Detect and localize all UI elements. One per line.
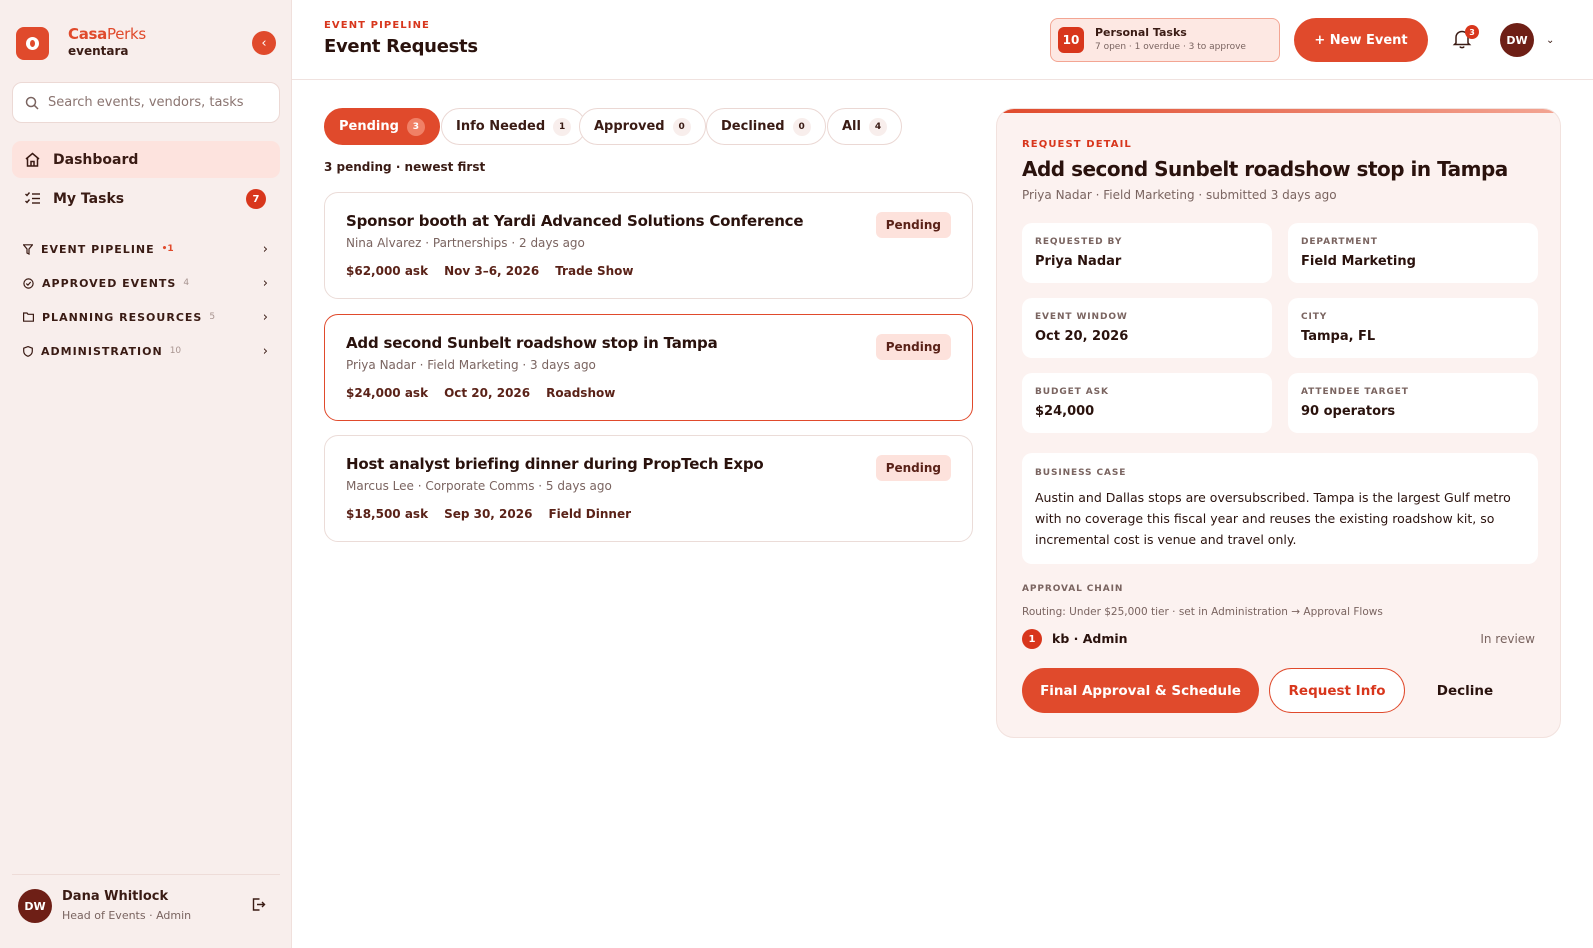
profile-name: Dana Whitlock xyxy=(62,889,169,904)
brand[interactable] xyxy=(16,26,146,60)
avatar: DW xyxy=(1500,23,1534,57)
detail-eyebrow: REQUEST DETAIL xyxy=(1022,139,1132,150)
user-menu[interactable] xyxy=(1500,23,1554,57)
notification-count-badge: 3 xyxy=(1465,25,1479,39)
request-detail-panel xyxy=(996,108,1561,738)
chevron-right-icon: › xyxy=(262,242,268,257)
request-card[interactable] xyxy=(324,435,973,542)
request-meta: $18,500 ask Sep 30, 2026 Field Dinner xyxy=(346,507,631,521)
personal-tasks-button[interactable] xyxy=(1050,18,1280,62)
brand-name: CasaPerks xyxy=(68,25,146,43)
chevron-right-icon: › xyxy=(262,276,268,291)
avatar[interactable]: DW xyxy=(18,889,52,923)
tab-approved[interactable]: Approved 0 xyxy=(579,108,706,145)
decline-button[interactable]: Decline xyxy=(1415,668,1515,713)
user-profile xyxy=(12,874,280,932)
section-administration[interactable]: ADMINISTRATION 10 › xyxy=(12,338,280,364)
page-title: Event Requests xyxy=(324,36,478,57)
request-submitter: Nina Alvarez · Partnerships · 2 days ago xyxy=(346,236,585,250)
tasks-summary: 7 open · 1 overdue · 3 to approve xyxy=(1095,42,1246,52)
logout-icon[interactable] xyxy=(251,897,266,912)
brand-logo-icon xyxy=(16,27,49,60)
tab-info-needed[interactable]: Info Needed 1 xyxy=(441,108,586,145)
request-submitter: Priya Nadar · Field Marketing · 3 days ago xyxy=(346,358,596,372)
tab-all[interactable]: All 4 xyxy=(827,108,902,145)
request-title: Add second Sunbelt roadshow stop in Tampa xyxy=(346,334,718,352)
request-card[interactable] xyxy=(324,314,973,421)
search-box[interactable] xyxy=(12,82,280,123)
section-approved-events[interactable]: APPROVED EVENTS 4 › xyxy=(12,270,280,296)
nav-my-tasks[interactable] xyxy=(12,180,280,217)
field-city: CITY Tampa, FL xyxy=(1288,298,1538,358)
request-card[interactable] xyxy=(324,192,973,299)
field-budget-ask: BUDGET ASK $24,000 xyxy=(1022,373,1272,433)
nav-my-tasks-label: My Tasks xyxy=(53,190,125,207)
detail-subtitle: Priya Nadar · Field Marketing · submitted 3 days ago xyxy=(1022,188,1337,202)
approval-step-approver: kb · Admin xyxy=(1052,631,1128,646)
my-tasks-count-badge: 7 xyxy=(246,189,266,209)
status-badge: Pending xyxy=(876,334,951,360)
field-requested-by: REQUESTED BY Priya Nadar xyxy=(1022,223,1272,283)
top-header xyxy=(292,0,1593,80)
notifications-button[interactable] xyxy=(1452,28,1474,52)
request-title: Sponsor booth at Yardi Advanced Solutions Conference xyxy=(346,212,804,230)
tasks-title: Personal Tasks xyxy=(1095,26,1187,39)
request-meta: $24,000 ask Oct 20, 2026 Roadshow xyxy=(346,386,616,400)
chevron-right-icon: › xyxy=(262,344,268,359)
profile-role: Head of Events · Admin xyxy=(62,909,192,922)
section-event-pipeline[interactable]: EVENT PIPELINE •1 › xyxy=(12,236,280,262)
tab-declined[interactable]: Declined 0 xyxy=(706,108,826,145)
detail-title: Add second Sunbelt roadshow stop in Tampa xyxy=(1022,157,1508,181)
new-event-button[interactable]: + New Event xyxy=(1294,18,1428,62)
panel-accent-bar xyxy=(997,109,1560,113)
tab-pending[interactable]: Pending 3 xyxy=(324,108,440,145)
search-icon xyxy=(25,96,39,110)
breadcrumb: EVENT PIPELINE xyxy=(324,20,430,31)
status-badge: Pending xyxy=(876,455,951,481)
folder-icon xyxy=(23,312,34,322)
field-event-window: EVENT WINDOW Oct 20, 2026 xyxy=(1022,298,1272,358)
search-input[interactable] xyxy=(48,95,268,110)
chevron-left-icon: ‹ xyxy=(261,35,267,51)
collapse-sidebar-button[interactable] xyxy=(252,31,276,55)
chevron-down-icon: ⌄ xyxy=(1546,34,1555,46)
brand-subtitle: eventara xyxy=(68,44,129,58)
routing-note: Routing: Under $25,000 tier · set in Administration → Approval Flows xyxy=(1022,606,1383,618)
approval-chain-label: APPROVAL CHAIN xyxy=(1022,584,1124,594)
chevron-right-icon: › xyxy=(262,310,268,325)
approval-step-status: In review xyxy=(1480,632,1535,646)
request-title: Host analyst briefing dinner during PropTech Expo xyxy=(346,455,764,473)
home-icon xyxy=(24,151,41,168)
status-badge: Pending xyxy=(876,212,951,238)
sidebar xyxy=(0,0,292,948)
nav-dashboard[interactable] xyxy=(12,141,280,178)
section-planning-resources[interactable]: PLANNING RESOURCES 5 › xyxy=(12,304,280,330)
field-attendee-target: ATTENDEE TARGET 90 operators xyxy=(1288,373,1538,433)
check-circle-icon xyxy=(23,278,34,289)
final-approval-button[interactable]: Final Approval & Schedule xyxy=(1022,668,1259,713)
checklist-icon xyxy=(24,190,41,207)
field-department: DEPARTMENT Field Marketing xyxy=(1288,223,1538,283)
request-submitter: Marcus Lee · Corporate Comms · 5 days ago xyxy=(346,479,612,493)
shield-icon xyxy=(23,346,33,357)
business-case: BUSINESS CASE Austin and Dallas stops are oversubscribed. Tampa is the largest Gulf metro with no coverage this fiscal year and reuses the existing roadshow kit, so incremental cost is venue and travel only. xyxy=(1022,453,1538,564)
tasks-count-badge: 10 xyxy=(1058,27,1084,53)
filter-icon xyxy=(23,244,33,255)
approval-step-number: 1 xyxy=(1022,629,1042,649)
request-meta: $62,000 ask Nov 3–6, 2026 Trade Show xyxy=(346,264,634,278)
request-info-button[interactable]: Request Info xyxy=(1269,668,1405,713)
nav-dashboard-label: Dashboard xyxy=(53,151,139,168)
list-caption: 3 pending · newest first xyxy=(324,160,486,174)
